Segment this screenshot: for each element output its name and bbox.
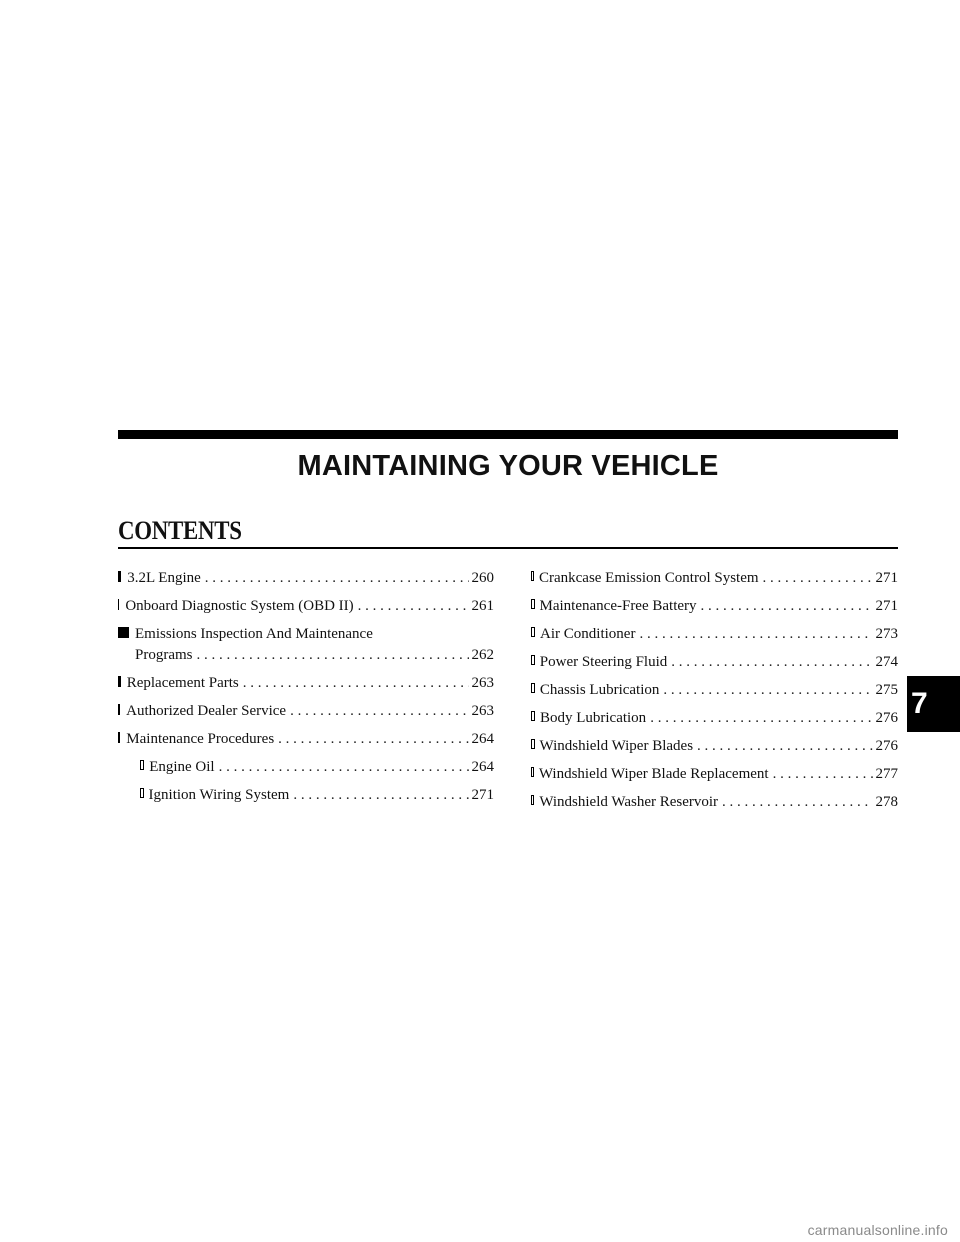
contents-heading: CONTENTS <box>118 516 242 545</box>
toc-entry-title: Maintenance Procedures <box>126 731 275 747</box>
dot-leader <box>293 785 468 806</box>
open-square-bullet-icon <box>531 683 535 693</box>
toc-entry-page: 277 <box>875 766 898 782</box>
toc-entry-title: Crankcase Emission Control System <box>538 570 759 586</box>
toc-entry-title: Windshield Washer Reservoir <box>539 794 719 810</box>
toc-entry-page: 273 <box>875 626 898 642</box>
toc-entry-title: Air Conditioner <box>540 626 636 642</box>
dot-leader <box>278 729 468 750</box>
open-square-bullet-icon <box>531 767 534 777</box>
toc-entry[interactable] <box>531 652 898 673</box>
toc-entry-page: 275 <box>875 682 898 698</box>
toc-entry-page: 276 <box>875 710 898 726</box>
toc-entry-title: Engine Oil <box>149 759 215 775</box>
toc-entry-title: Body Lubrication <box>539 710 647 726</box>
toc-entry-title: Maintenance-Free Battery <box>539 598 697 614</box>
toc-entry[interactable] <box>531 792 898 813</box>
toc-entry-title: Programs <box>135 647 193 663</box>
contents-rule <box>118 547 898 549</box>
toc-entry-page: 276 <box>875 738 898 754</box>
dot-leader <box>701 596 873 617</box>
filled-square-bullet-icon <box>118 732 120 743</box>
toc-entry-title: Windshield Wiper Blade Replacement <box>538 766 769 782</box>
dot-leader <box>663 680 872 701</box>
dot-leader <box>197 645 469 666</box>
dot-leader <box>205 568 469 589</box>
filled-square-bullet-icon <box>118 627 129 638</box>
toc-left-column <box>118 568 494 813</box>
toc-entry[interactable] <box>531 568 898 589</box>
toc-entry-page: 262 <box>471 647 494 663</box>
toc-entry[interactable] <box>118 673 494 694</box>
open-square-bullet-icon <box>531 627 535 637</box>
open-square-bullet-icon <box>531 571 534 581</box>
toc-entry-page: 271 <box>875 570 898 586</box>
toc-entry-page: 271 <box>471 787 494 803</box>
dot-leader <box>671 652 872 673</box>
toc-entry[interactable] <box>531 736 898 757</box>
toc-entry[interactable] <box>118 785 494 806</box>
toc-entry[interactable] <box>531 764 898 785</box>
dot-leader <box>650 708 872 729</box>
dot-leader <box>290 701 468 722</box>
toc-entry[interactable] <box>531 680 898 701</box>
toc-entry-title: Ignition Wiring System <box>148 787 290 803</box>
toc-entry-page: 264 <box>471 731 494 747</box>
toc-entry-title: Power Steering Fluid <box>539 654 668 670</box>
toc-entry-page: 271 <box>875 598 898 614</box>
toc-entry[interactable] <box>118 624 494 666</box>
toc-entry-page: 263 <box>471 703 494 719</box>
toc-entry-title-line1: Emissions Inspection And Maintenance <box>135 626 373 642</box>
toc-entry[interactable] <box>118 701 494 722</box>
toc-entry[interactable] <box>118 729 494 750</box>
open-square-bullet-icon <box>140 788 144 798</box>
toc-entry[interactable] <box>118 568 494 589</box>
toc-entry[interactable] <box>118 596 494 617</box>
open-square-bullet-icon <box>531 711 535 721</box>
chapter-title: MAINTAINING YOUR VEHICLE <box>297 450 719 482</box>
filled-square-bullet-icon <box>118 571 121 582</box>
dot-leader <box>722 792 872 813</box>
dot-leader <box>697 736 872 757</box>
chapter-top-rule <box>118 430 898 439</box>
watermark: carmanualsonline.info <box>807 1222 948 1238</box>
toc-entry-title: Onboard Diagnostic System (OBD II) <box>125 598 354 614</box>
dot-leader <box>358 596 469 617</box>
toc-entry-page: 278 <box>875 794 898 810</box>
dot-leader <box>243 673 469 694</box>
toc-right-column <box>531 568 898 820</box>
dot-leader <box>219 757 469 778</box>
toc-entry-page: 264 <box>471 759 494 775</box>
dot-leader <box>763 568 873 589</box>
toc-entry-page: 263 <box>471 675 494 691</box>
open-square-bullet-icon <box>531 795 534 805</box>
filled-square-bullet-icon <box>118 676 121 687</box>
filled-square-bullet-icon <box>118 704 120 715</box>
toc-entry-title: 3.2L Engine <box>127 570 201 586</box>
chapter-tab-marker: 7 <box>907 676 960 732</box>
dot-leader <box>773 764 873 785</box>
toc-entry[interactable] <box>531 624 898 645</box>
toc-entry-title: Authorized Dealer Service <box>126 703 287 719</box>
open-square-bullet-icon <box>531 599 535 609</box>
dot-leader <box>639 624 872 645</box>
toc-entry-title: Chassis Lubrication <box>539 682 660 698</box>
toc-entry-title: Windshield Wiper Blades <box>539 738 694 754</box>
open-square-bullet-icon <box>531 739 535 749</box>
toc-entry-page: 261 <box>471 598 494 614</box>
toc-entry[interactable] <box>531 596 898 617</box>
toc-entry[interactable] <box>531 708 898 729</box>
toc-entry-title: Replacement Parts <box>126 675 239 691</box>
open-square-bullet-icon <box>140 760 144 770</box>
toc-entry[interactable] <box>118 757 494 778</box>
filled-square-bullet-icon <box>118 599 119 610</box>
toc-entry-page: 274 <box>875 654 898 670</box>
toc-entry-page: 260 <box>471 570 494 586</box>
open-square-bullet-icon <box>531 655 535 665</box>
